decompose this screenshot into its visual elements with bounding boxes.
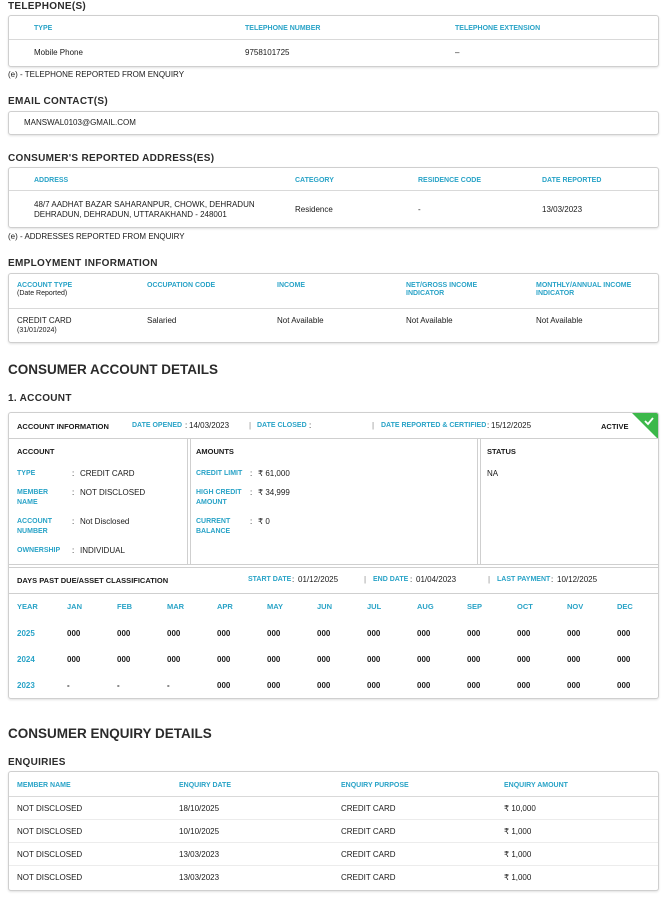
enq-purpose: CREDIT CARD (341, 827, 396, 836)
high-credit-label: HIGH CREDIT (196, 489, 242, 496)
dpd-cell: 000 (267, 681, 281, 690)
addr-line1: 48/7 AADHAT BAZAR SAHARANPUR, CHOWK, DEHRADUN (34, 200, 255, 209)
current-balance-label2: BALANCE (196, 528, 231, 535)
dpd-col-oct: OCT (517, 602, 533, 611)
emp-account-type: CREDIT CARD (17, 316, 72, 325)
credit-limit-value: ₹ 61,000 (258, 469, 290, 478)
dpd-year: 2025 (17, 629, 35, 638)
dpd-col-dec: DEC (617, 602, 633, 611)
addr-date: 13/03/2023 (542, 205, 583, 214)
dpd-col-jan: JAN (67, 602, 83, 611)
dpd-cell: 000 (367, 655, 381, 664)
dpd-cell: 000 (217, 655, 231, 664)
account-heading: 1. ACCOUNT (8, 393, 72, 404)
acc-number-label: ACCOUNT (17, 518, 52, 525)
dpd-end-label: END DATE (373, 576, 409, 583)
current-balance-value: ₹ 0 (258, 517, 270, 526)
addr-header-residence: RESIDENCE CODE (418, 177, 482, 184)
addresses-note: (e) - ADDRESSES REPORTED FROM ENQUIRY (8, 232, 185, 241)
dpd-start-label: START DATE (248, 576, 292, 583)
dpd-cell: - (117, 681, 120, 690)
date-reported-colon: : (487, 421, 490, 430)
dpd-col-mar: MAR (167, 602, 185, 611)
amounts-block-heading: AMOUNTS (196, 447, 234, 456)
dpd-col-nov: NOV (567, 602, 584, 611)
email-title: EMAIL CONTACT(S) (8, 96, 108, 107)
credit-limit-label: CREDIT LIMIT (196, 470, 243, 477)
date-opened-label: DATE OPENED (132, 422, 183, 429)
dpd-cell: 000 (67, 629, 81, 638)
dpd-cell: 000 (267, 655, 281, 664)
dpd-cell: 000 (67, 655, 81, 664)
enq-member: NOT DISCLOSED (17, 873, 83, 882)
email-value: MANSWAL0103@GMAIL.COM (24, 118, 136, 127)
dpd-cell: 000 (367, 681, 381, 690)
dpd-cell: 000 (567, 655, 581, 664)
addr-header-address: ADDRESS (34, 177, 69, 184)
dpd-last-payment: 10/12/2025 (557, 575, 598, 584)
enq-member: NOT DISCLOSED (17, 827, 83, 836)
status-badge: ACTIVE (601, 422, 629, 431)
acc-type-label: TYPE (17, 470, 36, 477)
employment-table (8, 273, 659, 343)
enq-header-date: ENQUIRY DATE (179, 782, 231, 789)
dpd-col-sep: SEP (467, 602, 483, 611)
telephones-note: (e) - TELEPHONE REPORTED FROM ENQUIRY (8, 70, 185, 79)
dpd-cell: 000 (117, 655, 131, 664)
enq-date: 13/03/2023 (179, 873, 220, 882)
dpd-end: 01/04/2023 (416, 575, 457, 584)
account-block-heading: ACCOUNT (17, 447, 55, 456)
dpd-last-payment-label: LAST PAYMENT (497, 576, 551, 583)
enq-purpose: CREDIT CARD (341, 804, 396, 813)
date-closed-label: DATE CLOSED (257, 422, 307, 429)
date-reported: 15/12/2025 (491, 421, 532, 430)
enq-amount: ₹ 1,000 (504, 873, 532, 882)
current-balance-label: CURRENT (196, 518, 231, 525)
dpd-cell: 000 (217, 629, 231, 638)
dpd-cell: 000 (617, 655, 631, 664)
enq-member: NOT DISCLOSED (17, 804, 83, 813)
status-value: NA (487, 469, 499, 478)
dpd-col-apr: APR (217, 602, 233, 611)
date-closed-colon: : (309, 421, 312, 430)
dpd-col-feb: FEB (117, 602, 132, 611)
enq-purpose: CREDIT CARD (341, 873, 396, 882)
enq-header-member: MEMBER NAME (17, 782, 71, 789)
dpd-col-jun: JUN (317, 602, 333, 611)
emp-account-type-date: (31/01/2024) (17, 327, 57, 334)
dpd-cell: 000 (267, 629, 281, 638)
telephones-table (8, 15, 659, 67)
date-opened-colon: : (185, 421, 188, 430)
addr-header-category: CATEGORY (295, 177, 334, 184)
acc-member-value: NOT DISCLOSED (80, 488, 146, 497)
dpd-col-year: YEAR (17, 602, 38, 611)
dpd-cell: 000 (317, 681, 331, 690)
enquiry-details-title: CONSUMER ENQUIRY DETAILS (8, 726, 212, 741)
emp-header-income: INCOME (277, 282, 305, 289)
addresses-title: CONSUMER'S REPORTED ADDRESS(ES) (8, 153, 215, 164)
dpd-cell: 000 (117, 629, 131, 638)
emp-net-gross: Not Available (406, 316, 453, 325)
employment-title: EMPLOYMENT INFORMATION (8, 258, 158, 269)
dpd-year: 2024 (17, 655, 35, 664)
dpd-col-jul: JUL (367, 602, 382, 611)
acc-ownership-label: OWNERSHIP (17, 547, 61, 554)
date-opened: 14/03/2023 (189, 421, 230, 430)
telephones-title: TELEPHONE(S) (8, 1, 87, 12)
addr-residence: - (418, 205, 421, 214)
enq-amount: ₹ 10,000 (504, 804, 536, 813)
emp-header-account-type: ACCOUNT TYPE (17, 282, 73, 289)
enq-amount: ₹ 1,000 (504, 827, 532, 836)
dpd-cell: 000 (617, 681, 631, 690)
dpd-cell: 000 (317, 655, 331, 664)
addr-header-date: DATE REPORTED (542, 177, 602, 184)
date-reported-label: DATE REPORTED & CERTIFIED (381, 422, 487, 429)
account-card: ACCOUNT INFORMATION DATE OPENED : 14/03/2023 | DATE CLOSED : | DATE REPORTED & CERTIFIED : 15/12/2025 ACTIVE ACCOUNT TYPE : CREDIT CARD MEMBER NAME : NOT DISCLOSED ACCOUNT NUMBER : Not Disclosed OWNERSHIP : INDIVIDUAL AMOUNTS CREDIT LIMIT : ₹ 61,000 HIGH CREDIT AMOUNT : ₹ 34,999 CURRENT BALANCE : ₹ 0 STATUS NA DAYS PAST DUE/ASSET CLASSIFICATION START DATE : 01/12/2025 | END DATE : 01/04/2023 | LAST PAYMENT : 10/12/2025 YEAR JAN FEB MAR APR MAY JUN JUL AUG SEP OCT NOV DEC 2025 000 000 000 000 000 000 000 000 000 000 000 000 2024 000 000 000 000 000 000 000 000 000 000 000 000 2023 - - - 000 000 000 000 000 000 000 000 000 (8, 412, 659, 699)
enq-date: 10/10/2025 (179, 827, 220, 836)
acc-ownership-value: INDIVIDUAL (80, 546, 125, 555)
high-credit-label2: AMOUNT (196, 499, 227, 506)
acc-type-value: CREDIT CARD (80, 469, 135, 478)
dpd-col-aug: AUG (417, 602, 434, 611)
dpd-cell: 000 (517, 681, 531, 690)
emp-header-date-reported: (Date Reported) (17, 290, 68, 297)
dpd-cell: 000 (467, 629, 481, 638)
dpd-heading: DAYS PAST DUE/ASSET CLASSIFICATION (17, 576, 169, 585)
account-info-label: ACCOUNT INFORMATION (17, 422, 109, 431)
acc-member-label2: NAME (17, 499, 38, 506)
dpd-cell: 000 (417, 655, 431, 664)
dpd-cell: 000 (517, 629, 531, 638)
dpd-cell: 000 (617, 629, 631, 638)
dpd-cell: 000 (467, 655, 481, 664)
tel-header-extension: TELEPHONE EXTENSION (455, 25, 541, 32)
tel-type: Mobile Phone (34, 48, 83, 57)
addr-category: Residence (295, 205, 333, 214)
enq-member: NOT DISCLOSED (17, 850, 83, 859)
dpd-col-may: MAY (267, 602, 283, 611)
dpd-cell: 000 (217, 681, 231, 690)
acc-member-label: MEMBER (17, 489, 49, 496)
account-details-title: CONSUMER ACCOUNT DETAILS (8, 362, 218, 377)
enq-date: 13/03/2023 (179, 850, 220, 859)
enq-header-purpose: ENQUIRY PURPOSE (341, 782, 409, 789)
tel-number: 9758101725 (245, 48, 290, 57)
dpd-cell: 000 (567, 629, 581, 638)
emp-occupation: Salaried (147, 316, 177, 325)
status-block-heading: STATUS (487, 447, 516, 456)
dpd-cell: 000 (417, 681, 431, 690)
dpd-cell: 000 (317, 629, 331, 638)
acc-number-label2: NUMBER (17, 528, 48, 535)
tel-extension: – (455, 48, 460, 57)
dpd-cell: 000 (417, 629, 431, 638)
enq-date: 18/10/2025 (179, 804, 220, 813)
dpd-cell: 000 (517, 655, 531, 664)
dpd-year: 2023 (17, 681, 35, 690)
dpd-start: 01/12/2025 (298, 575, 339, 584)
enquiries-title: ENQUIRIES (8, 757, 66, 768)
emp-header-monthly-annual: MONTHLY/ANNUAL INCOME INDICATOR (536, 282, 632, 297)
dpd-cell: 000 (467, 681, 481, 690)
dpd-cell: 000 (367, 629, 381, 638)
dpd-cell: 000 (167, 655, 181, 664)
addresses-table (8, 167, 659, 228)
acc-number-value: Not Disclosed (80, 517, 130, 526)
high-credit-value: ₹ 34,999 (258, 488, 290, 497)
tel-header-type: TYPE (34, 25, 53, 32)
enq-amount: ₹ 1,000 (504, 850, 532, 859)
enq-purpose: CREDIT CARD (341, 850, 396, 859)
dpd-cell: - (167, 681, 170, 690)
email-box (8, 111, 659, 135)
addr-line2: DEHRADUN, DEHRADUN, UTTARAKHAND - 248001 (34, 210, 227, 219)
dpd-cell: 000 (167, 629, 181, 638)
emp-header-net-gross: NET/GROSS INCOME INDICATOR (406, 282, 478, 297)
emp-income: Not Available (277, 316, 324, 325)
enq-header-amount: ENQUIRY AMOUNT (504, 782, 568, 789)
tel-header-number: TELEPHONE NUMBER (245, 25, 321, 32)
dpd-cell: - (67, 681, 70, 690)
enquiries-table (8, 771, 659, 891)
check-corner-icon (632, 413, 658, 439)
emp-monthly-annual: Not Available (536, 316, 583, 325)
emp-header-occupation: OCCUPATION CODE (147, 282, 216, 289)
dpd-cell: 000 (567, 681, 581, 690)
